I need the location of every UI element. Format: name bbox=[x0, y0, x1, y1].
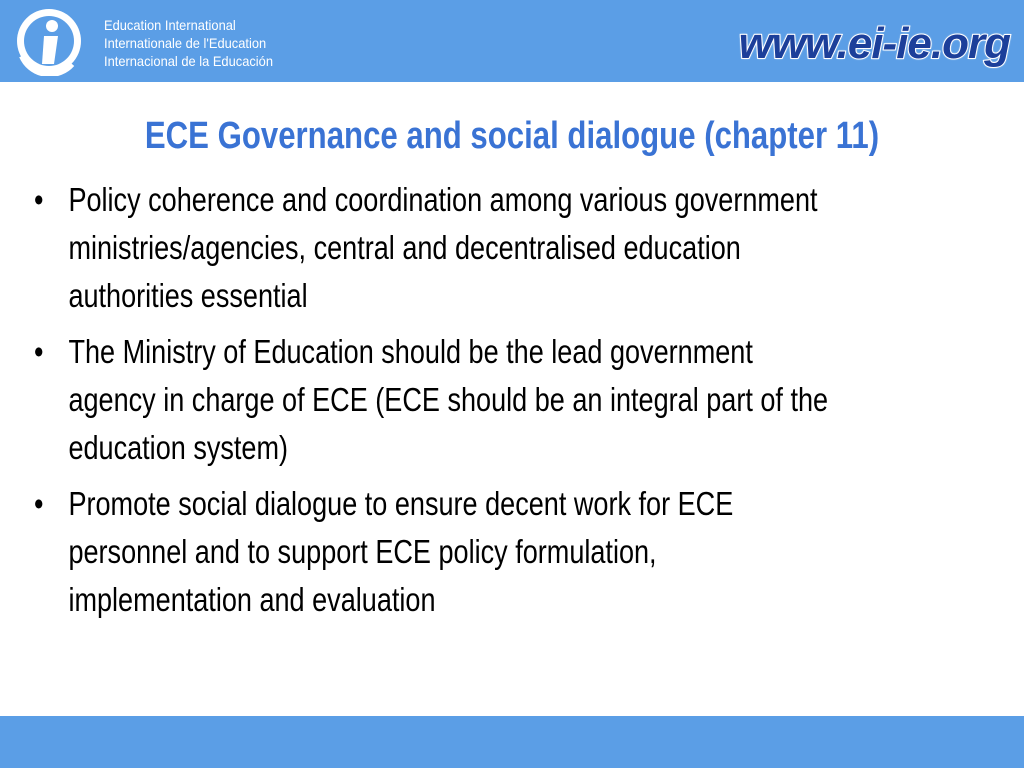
bullet-item bbox=[34, 328, 1018, 472]
website-url: www.ei-ie.org bbox=[738, 19, 1010, 68]
bullet-line: ministries/agencies, central and decentralised education bbox=[68, 229, 741, 266]
organization-names bbox=[104, 16, 273, 70]
bullet-line: authorities essential bbox=[68, 277, 308, 314]
org-name-french: Internationale de l'Education bbox=[104, 35, 267, 51]
bullet-line: personnel and to support ECE policy formulation, bbox=[68, 533, 657, 570]
bullet-line: Policy coherence and coordination among various government bbox=[68, 181, 818, 218]
bullet-icon: • bbox=[34, 333, 44, 370]
bullet-line: education system) bbox=[68, 429, 289, 466]
org-name-spanish: Internacional de la Educación bbox=[104, 53, 273, 69]
bullet-item bbox=[34, 176, 1018, 320]
bullet-list bbox=[34, 176, 1018, 632]
org-name-english: Education International bbox=[104, 17, 236, 33]
education-international-logo-icon bbox=[14, 6, 84, 76]
bullet-icon: • bbox=[34, 485, 44, 522]
bullet-item bbox=[34, 480, 1018, 624]
bullet-line: implementation and evaluation bbox=[68, 581, 436, 618]
header-bar bbox=[0, 0, 1024, 82]
footer-bar bbox=[0, 716, 1024, 768]
bullet-line: The Ministry of Education should be the lead government bbox=[68, 333, 753, 370]
bullet-line: Promote social dialogue to ensure decent work for ECE bbox=[68, 485, 734, 522]
bullet-icon: • bbox=[34, 181, 44, 218]
slide-title: ECE Governance and social dialogue (chapter 11) bbox=[144, 115, 880, 157]
bullet-line: agency in charge of ECE (ECE should be an integral part of the bbox=[68, 381, 829, 418]
